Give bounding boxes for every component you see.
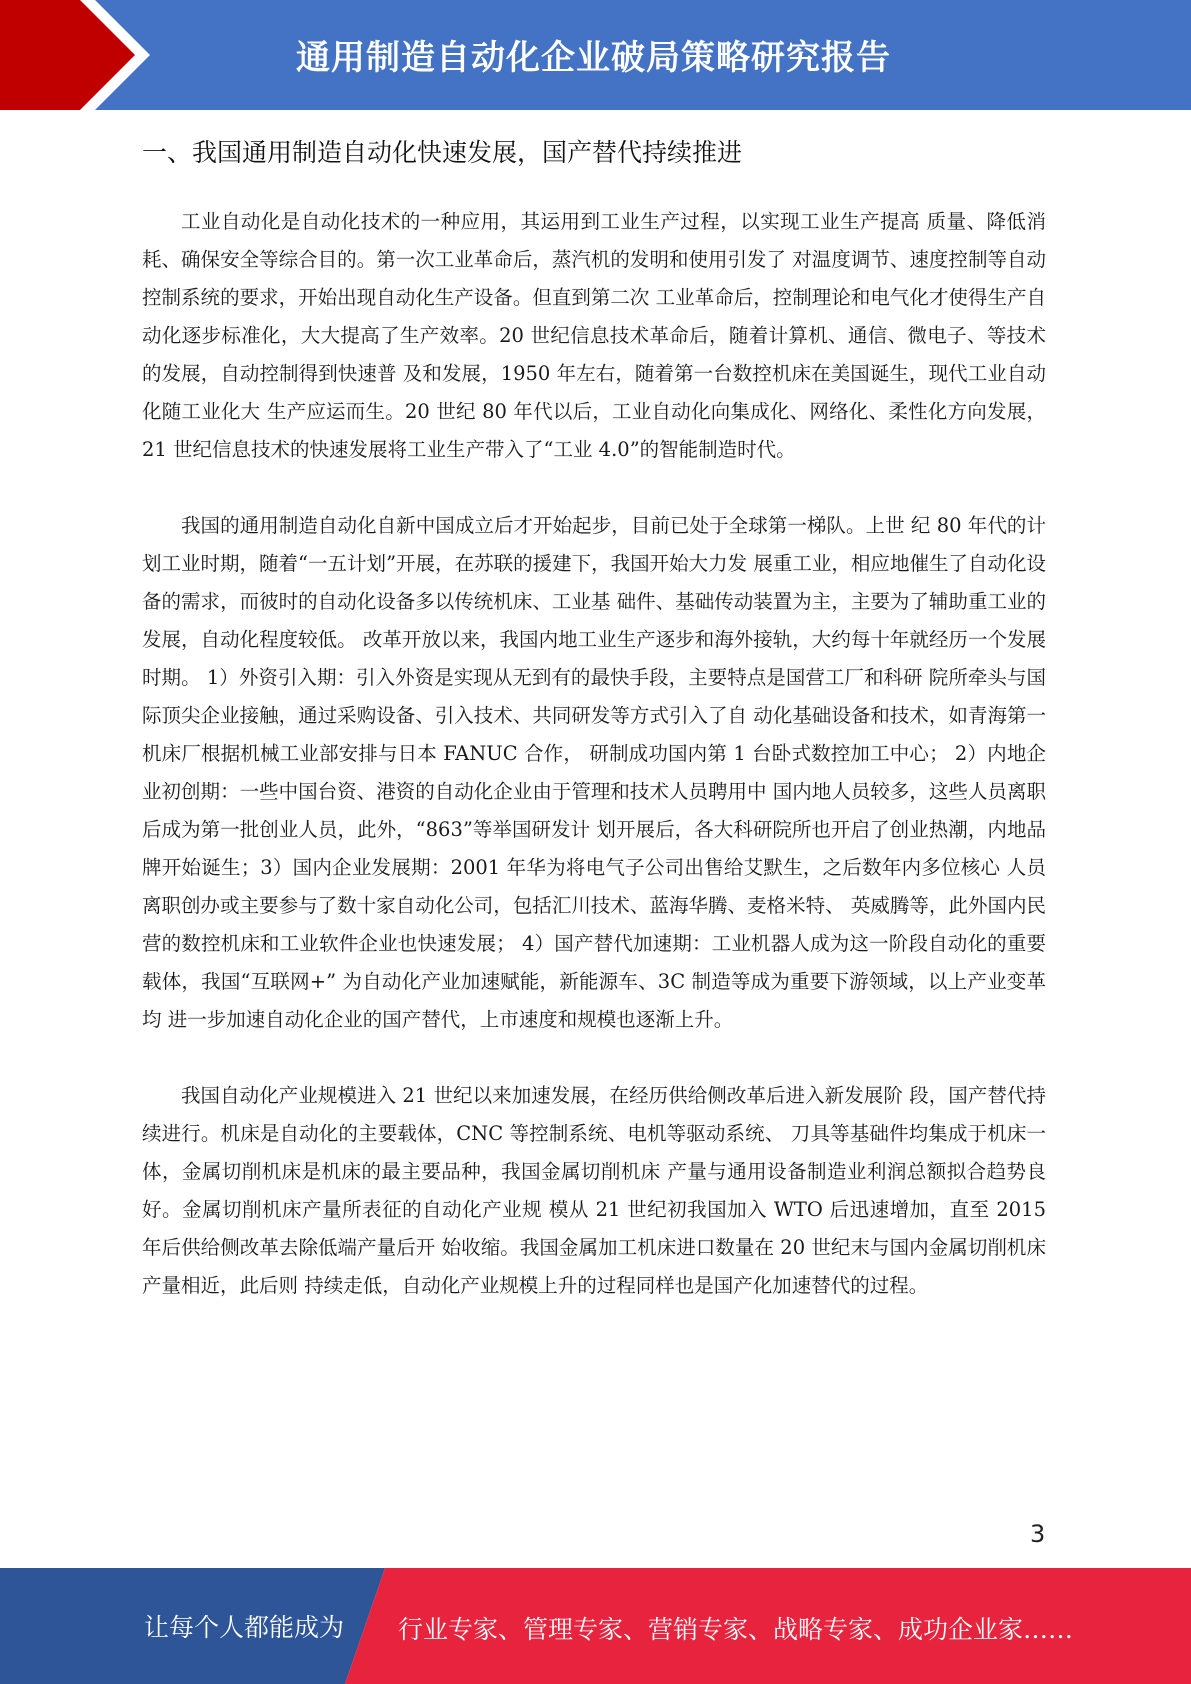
header-title: 通用制造自动化企业破局策略研究报告 (296, 38, 891, 78)
footer-slogan-left: 让每个人都能成为 (144, 1613, 345, 1642)
header-chevron-decoration (0, 0, 160, 110)
body-text (142, 203, 1046, 1343)
paragraph-2: 我国的通用制造自动化自新中国成立后才开始起步，目前已处于全球第一梯队。上世 纪 80 年代的计划工业时期，随着“一五计划”开展，在苏联的援建下，我国开始大力发 展重工业，相应地催生了自动化设备的需求，而彼时的自动化设备多以传统机床、工业基 础件、基础传动装置为主，主要为了辅助重工业的发展，自动化程度较低。 改革开放以来，我国内地工业生产逐步和海外接轨，大约每十年就经历一个发展时期。 1）外资引入期：引入外资是实现从无到有的最快手段，主要特点是国营工厂和科研 院所牵头与国际顶尖企业接触，通过采购设备、引入技术、共同研发等方式引入了自 动化基础设备和技术，如青海第一机床厂根据机械工业部安排与日本 FANUC 合作， 研制成功国内第 1 台卧式数控加工中心； 2）内地企业初创期：一些中国台资、港资的自动化企业由于管理和技术人员聘用中 国内地人员较多，这些人员离职后成为第一批创业人员，此外，“863”等举国研发计 划开展后，各大科研院所也开启了创业热潮，内地品牌开始诞生；3）国内企业发展期：2001 年华为将电气子公司出售给艾默生，之后数年内多位核心 人员离职创办或主要参与了数十家自动化公司，包括汇川技术、蓝海华腾、麦格米特、 英威腾等，此外国内民营的数控机床和工业软件企业也快速发展； 4）国产替代加速期：工业机器人成为这一阶段自动化的重要载体，我国“互联网+” 为自动化产业加速赋能，新能源车、3C 制造等成为重要下游领域，以上产业变革均 进一步加速自动化企业的国产替代，上市速度和规模也逐渐上升。 (142, 514, 1046, 1031)
page-header (0, 0, 1191, 110)
page-number: 3 (1030, 1520, 1046, 1548)
paragraph-1: 工业自动化是自动化技术的一种应用，其运用到工业生产过程，以实现工业生产提高 质量、降低消耗、确保安全等综合目的。第一次工业革命后，蒸汽机的发明和使用引发了 对温度调节、速度控制等自动控制系统的要求，开始出现自动化生产设备。但直到第二次 工业革命后，控制理论和电气化才使得生产自动化逐步标准化，大大提高了生产效率。20 世纪信息技术革命后，随着计算机、通信、微电子、等技术的发展，自动控制得到快速普 及和发展，1950 年左右，随着第一台数控机床在美国诞生，现代工业自动化随工业化大 生产应运而生。20 世纪 80 年代以后，工业自动化向集成化、网络化、柔性化方向发展， 21 世纪信息技术的快速发展将工业生产带入了“工业 4.0”的智能制造时代。 (142, 210, 1046, 461)
footer-slogan-right: 行业专家、管理专家、营销专家、战略专家、成功企业家…… (398, 1615, 1074, 1644)
header-chevron-red (0, 0, 135, 110)
page-footer (0, 1568, 1191, 1684)
paragraph-3: 我国自动化产业规模进入 21 世纪以来加速发展，在经历供给侧改革后进入新发展阶 段，国产替代持续进行。机床是自动化的主要载体，CNC 等控制系统、电机等驱动系统、 刀具等基础件均集成于机床一体，金属切削机床是机床的最主要品种，我国金属切削机床 产量与通用设备制造业利润总额拟合趋势良好。金属切削机床产量所表征的自动化产业规 模从 21 世纪初我国加入 WTO 后迅速增加，直至 2015 年后供给侧改革去除低端产量后开 始收缩。我国金属加工机床进口数量在 20 世纪末与国内金属切削机床产量相近，此后则 持续走低，自动化产业规模上升的过程同样也是国产化加速替代的过程。 (142, 1084, 1046, 1297)
section-heading: 一、我国通用制造自动化快速发展，国产替代持续推进 (142, 138, 743, 167)
